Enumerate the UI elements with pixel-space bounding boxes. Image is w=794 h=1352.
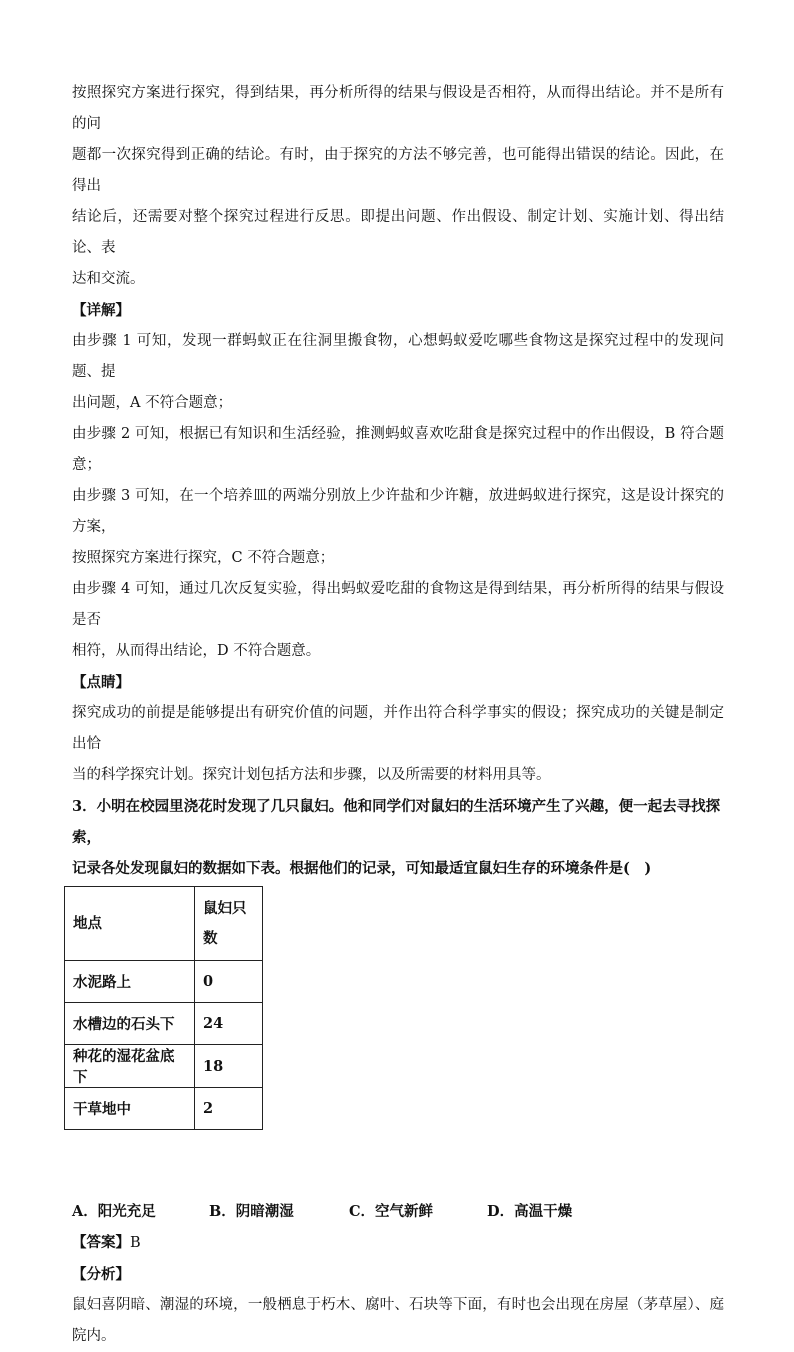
table-cell-count: 24 [195,1003,263,1045]
detail-heading: 【详解】 [72,302,130,319]
table-row [65,1003,263,1045]
table-header-place: 地点 [65,887,195,961]
analysis-heading: 【分析】 [72,1266,130,1283]
option-c: C．空气新鲜 [349,1203,434,1220]
table-header-count-line-1: 鼠妇只 [203,899,247,917]
detail-line-3: 由步骤 2 可知，根据已有知识和生活经验，推测蚂蚁喜欢吃甜食是探究过程中的作出假设，B 符合题意； [72,426,724,473]
table-header-count [195,887,263,961]
intro-line-1: 按照探究方案进行探究，得到结果，再分析所得的结果与假设是否相符，从而得出结论。并不是所有的问 [72,85,724,132]
comment-line-1: 探究成功的前提是能够提出有研究价值的问题，并作出符合科学事实的假设；探究成功的关键是制定出恰 [72,705,724,752]
detail-line-4: 由步骤 3 可知，在一个培养皿的两端分别放上少许盐和少许糖，放进蚂蚁进行探究，这是设计探究的方案， [72,488,724,535]
option-b: B．阴暗潮湿 [209,1203,294,1220]
question-line-2: 记录各处发现鼠妇的数据如下表。根据他们的记录，可知最适宜鼠妇生存的环境条件是( ) [72,860,652,877]
table-cell-place: 干草地中 [65,1088,195,1130]
intro-line-4: 达和交流。 [72,271,145,287]
table-cell-place: 水泥路上 [65,961,195,1003]
table-row [65,961,263,1003]
answer-line [72,1227,724,1259]
table-header-row [65,887,263,961]
answer-options [72,1196,724,1227]
option-d: D．高温干燥 [487,1203,573,1220]
document-page [72,78,724,1352]
table-cell-count: 18 [195,1045,263,1088]
table-row [65,1045,263,1088]
table-cell-count: 0 [195,961,263,1003]
question-line-1: 3．小明在校园里浇花时发现了几只鼠妇。他和同学们对鼠妇的生活环境产生了兴趣，便一起去寻找探索， [72,798,721,846]
table-row [65,1088,263,1130]
comment-line-2: 当的科学探究计划。探究计划包括方法和步骤，以及所需要的材料用具等。 [72,767,551,783]
intro-line-2: 题都一次探究得到正确的结论。有时，由于探究的方法不够完善，也可能得出错误的结论。因此，在得出 [72,147,724,194]
detail-line-1: 由步骤 1 可知，发现一群蚂蚁正在往洞里搬食物，心想蚂蚁爱吃哪些食物这是探究过程中的发现问题、提 [72,333,724,380]
table-cell-count: 2 [195,1088,263,1130]
comment-heading: 【点睛】 [72,674,130,691]
option-a: A．阳光充足 [72,1203,156,1220]
detail-line-2: 出问题，A 不符合题意； [72,395,233,411]
detail-line-7: 相符，从而得出结论，D 不符合题意。 [72,643,321,659]
woodlouse-count-table [64,886,263,1130]
detail-line-5: 按照探究方案进行探究，C 不符合题意； [72,550,335,566]
answer-value: B [130,1235,141,1251]
intro-line-3: 结论后，还需要对整个探究过程进行反思。即提出问题、作出假设、制定计划、实施计划、得出结论、表 [72,209,724,256]
table-cell-place: 水槽边的石头下 [65,1003,195,1045]
answer-label: 【答案】 [72,1234,130,1251]
table-header-count-line-2: 数 [203,929,218,947]
table-cell-place: 种花的湿花盆底下 [65,1045,195,1088]
detail-line-6: 由步骤 4 可知，通过几次反复实验，得出蚂蚁爱吃甜的食物这是得到结果，再分析所得的结果与假设是否 [72,581,724,628]
analysis-line-1: 鼠妇喜阴暗、潮湿的环境，一般栖息于朽木、腐叶、石块等下面，有时也会出现在房屋（茅草屋）、庭院内。 [72,1297,724,1344]
